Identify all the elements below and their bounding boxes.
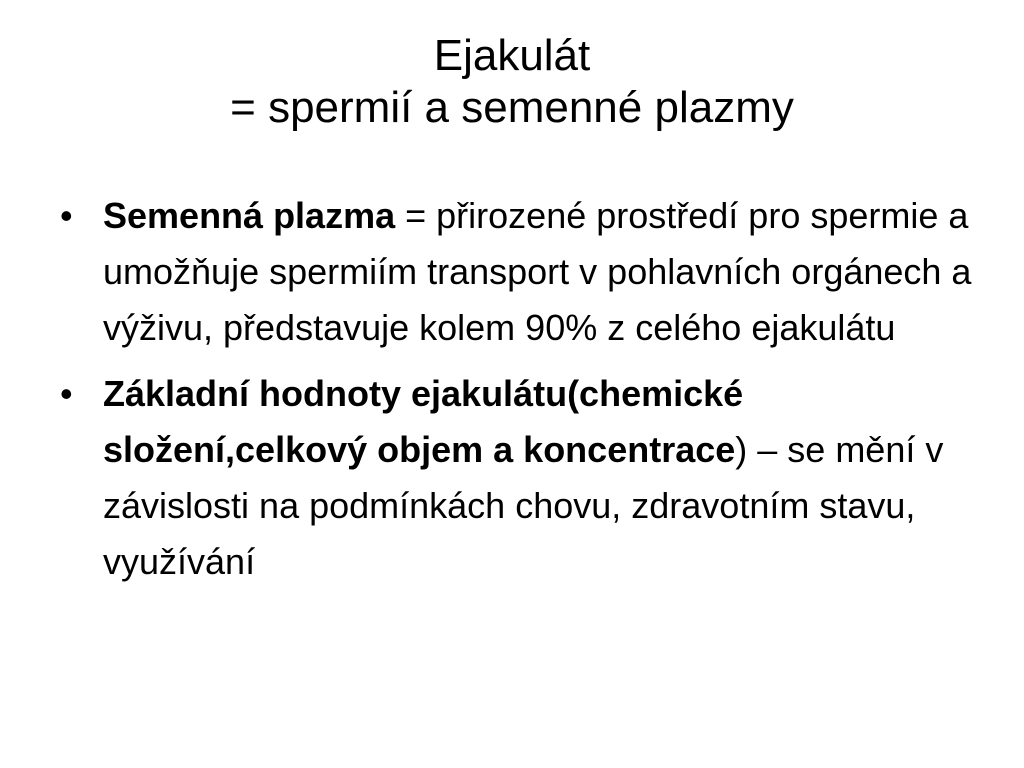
- bullet-item-basic-values: [60, 366, 980, 590]
- slide-title: [0, 30, 1024, 134]
- slide-title-line-1: Ejakulát: [433, 31, 591, 80]
- bullet-item-seminal-plasma: [60, 188, 980, 356]
- bullet-text: ) – se mění v závislosti na podmínkách chovu, zdravotním stavu, využívání: [103, 429, 944, 582]
- bullet-term: Semenná plazma: [103, 195, 396, 236]
- bullet-marker: •: [60, 373, 73, 414]
- bullet-term: Základní hodnoty ejakulátu(chemické složení,celkový objem a koncentrace: [103, 373, 744, 470]
- bullet-list: [60, 188, 980, 600]
- bullet-marker: •: [60, 195, 73, 236]
- slide-title-line-2: = spermií a semenné plazmy: [230, 83, 794, 132]
- bullet-text: = přirozené prostředí pro spermie a umožňuje spermiím transport v pohlavních orgánech a výživu, představuje kolem 90% z celého ejakulátu: [103, 195, 972, 348]
